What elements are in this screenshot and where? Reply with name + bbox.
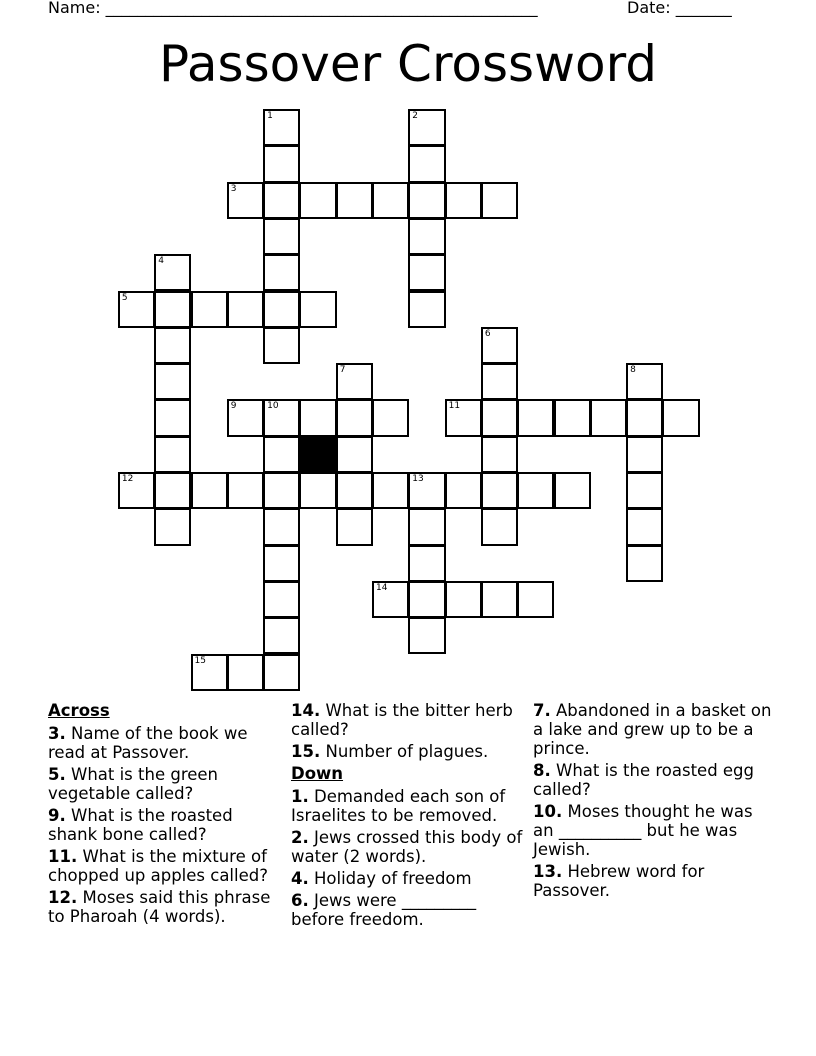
clue-down-4: 4. Holiday of freedom bbox=[291, 869, 472, 888]
grid-cell[interactable] bbox=[626, 436, 663, 473]
grid-cell[interactable] bbox=[408, 254, 445, 291]
clue-number: 10 bbox=[267, 401, 279, 412]
clue-across-15: 15. Number of plagues. bbox=[291, 742, 489, 761]
grid-cell[interactable] bbox=[626, 508, 663, 545]
grid-cell[interactable] bbox=[408, 617, 445, 654]
grid-cell-black bbox=[299, 436, 336, 473]
grid-cell[interactable] bbox=[154, 436, 191, 473]
clue-number: 9 bbox=[230, 401, 237, 412]
grid-cell[interactable] bbox=[263, 617, 300, 654]
grid-cell[interactable] bbox=[263, 218, 300, 255]
clue-number: 11 bbox=[448, 401, 461, 412]
clue-number: 15 bbox=[194, 655, 206, 666]
grid-cell[interactable] bbox=[408, 508, 445, 545]
grid-cell[interactable] bbox=[590, 399, 627, 436]
grid-cell[interactable] bbox=[263, 291, 300, 328]
grid-cell[interactable] bbox=[408, 545, 445, 582]
grid-cell[interactable] bbox=[336, 182, 373, 219]
grid-cell[interactable] bbox=[299, 399, 336, 436]
grid-cell[interactable] bbox=[481, 508, 518, 545]
grid-cell[interactable] bbox=[517, 581, 554, 618]
grid-cell[interactable] bbox=[481, 581, 518, 618]
clue-down-8: 8. What is the roasted egg called? bbox=[533, 761, 755, 799]
grid-cell[interactable] bbox=[154, 254, 191, 291]
grid-cell[interactable] bbox=[481, 182, 518, 219]
date-field-label: Date: _______ bbox=[627, 0, 732, 17]
grid-cell[interactable] bbox=[263, 545, 300, 582]
clue-across-11: 11. What is the mixture of chopped up apples called? bbox=[48, 847, 268, 885]
grid-cell[interactable] bbox=[554, 399, 591, 436]
clues-column-1 bbox=[48, 701, 280, 929]
grid-cell[interactable] bbox=[154, 363, 191, 400]
clue-number: 8 bbox=[630, 365, 636, 376]
clue-number: 2 bbox=[412, 111, 419, 121]
grid-cell[interactable] bbox=[481, 327, 518, 364]
grid-cell[interactable] bbox=[481, 363, 518, 400]
clues-column-2 bbox=[291, 701, 523, 932]
grid-cell[interactable] bbox=[408, 581, 445, 618]
grid-cell[interactable] bbox=[372, 581, 409, 618]
grid-cell[interactable] bbox=[299, 472, 336, 509]
across-heading: Across bbox=[48, 701, 110, 720]
grid-cell[interactable] bbox=[263, 472, 300, 509]
grid-cell[interactable] bbox=[626, 399, 663, 436]
grid-cell[interactable] bbox=[554, 472, 591, 509]
grid-cell[interactable] bbox=[408, 472, 445, 509]
grid-cell[interactable] bbox=[263, 399, 300, 436]
clue-number: 12 bbox=[121, 474, 134, 484]
grid-cell[interactable] bbox=[372, 399, 409, 436]
grid-cell[interactable] bbox=[263, 508, 300, 545]
clue-down-1: 1. Demanded each son of Israelites to be removed. bbox=[291, 787, 506, 825]
grid-cell[interactable] bbox=[263, 182, 300, 219]
grid-cell[interactable] bbox=[227, 399, 264, 436]
grid-cell[interactable] bbox=[191, 472, 228, 509]
grid-cell[interactable] bbox=[263, 654, 300, 691]
grid-cell[interactable] bbox=[227, 182, 264, 219]
clue-across-5: 5. What is the green vegetable called? bbox=[48, 765, 219, 803]
grid-cell[interactable] bbox=[626, 545, 663, 582]
grid-cell[interactable] bbox=[408, 145, 445, 182]
grid-cell[interactable] bbox=[154, 472, 191, 509]
grid-cell[interactable] bbox=[263, 145, 300, 182]
page-title: Passover Crossword bbox=[159, 35, 657, 93]
grid-cell[interactable] bbox=[154, 508, 191, 545]
grid-cell[interactable] bbox=[191, 654, 228, 691]
clue-across-9: 9. What is the roasted shank bone called? bbox=[48, 806, 233, 844]
grid-cell[interactable] bbox=[626, 363, 663, 400]
clue-across-3: 3. Name of the book we read at Passover. bbox=[48, 724, 248, 762]
grid-cell[interactable] bbox=[517, 399, 554, 436]
grid-cell[interactable] bbox=[263, 109, 300, 146]
grid-cell[interactable] bbox=[372, 472, 409, 509]
grid-cell[interactable] bbox=[118, 472, 155, 509]
grid-cell[interactable] bbox=[263, 581, 300, 618]
clue-down-10: 10. Moses thought he was an __________ but he was Jewish. bbox=[533, 802, 753, 859]
grid-cell[interactable] bbox=[408, 109, 445, 146]
grid-cell[interactable] bbox=[408, 182, 445, 219]
clue-down-2: 2. Jews crossed this body of water (2 words). bbox=[291, 828, 523, 866]
grid-cell[interactable] bbox=[517, 472, 554, 509]
down-heading: Down bbox=[291, 764, 344, 783]
grid-cell[interactable] bbox=[336, 508, 373, 545]
grid-cell[interactable] bbox=[481, 436, 518, 473]
grid-cell[interactable] bbox=[118, 291, 155, 328]
clue-across-14: 14. What is the bitter herb called? bbox=[291, 701, 513, 739]
clue-number: 4 bbox=[158, 256, 164, 267]
clue-number: 3 bbox=[230, 183, 237, 194]
grid-cell[interactable] bbox=[263, 436, 300, 473]
clue-down-13: 13. Hebrew word for Passover. bbox=[533, 862, 705, 900]
grid-cell[interactable] bbox=[481, 472, 518, 509]
clue-number: 5 bbox=[121, 292, 128, 303]
grid-cell[interactable] bbox=[299, 291, 336, 328]
grid-cell[interactable] bbox=[191, 291, 228, 328]
grid-cell[interactable] bbox=[372, 182, 409, 219]
grid-cell[interactable] bbox=[445, 399, 482, 436]
grid-cell[interactable] bbox=[336, 363, 373, 400]
grid-cell[interactable] bbox=[227, 291, 264, 328]
grid-cell[interactable] bbox=[154, 291, 191, 328]
grid-cell[interactable] bbox=[336, 436, 373, 473]
grid-cell[interactable] bbox=[408, 218, 445, 255]
grid-cell[interactable] bbox=[154, 399, 191, 436]
grid-cell[interactable] bbox=[227, 654, 264, 691]
grid-cell[interactable] bbox=[263, 254, 300, 291]
clue-number: 6 bbox=[484, 328, 491, 339]
grid-cell[interactable] bbox=[445, 182, 482, 219]
clue-across-12: 12. Moses said this phrase to Pharoah (4 words). bbox=[48, 888, 271, 926]
grid-cell[interactable] bbox=[263, 327, 300, 364]
grid-cell[interactable] bbox=[336, 399, 373, 436]
grid-cell[interactable] bbox=[445, 581, 482, 618]
grid-cell[interactable] bbox=[408, 291, 445, 328]
grid-cell[interactable] bbox=[336, 472, 373, 509]
name-field-label: Name: ______________________________________________________ bbox=[48, 0, 538, 17]
grid-cell[interactable] bbox=[227, 472, 264, 509]
grid-cell[interactable] bbox=[626, 472, 663, 509]
grid-cell[interactable] bbox=[481, 399, 518, 436]
clue-down-6: 6. Jews were _________ before freedom. bbox=[291, 891, 477, 929]
grid-cell[interactable] bbox=[299, 182, 336, 219]
grid-cell[interactable] bbox=[445, 472, 482, 509]
clues-column-3 bbox=[533, 701, 773, 903]
clue-number: 14 bbox=[376, 582, 388, 593]
clue-down-7: 7. Abandoned in a basket on a lake and grew up to be a prince. bbox=[533, 701, 772, 758]
grid-cell[interactable] bbox=[154, 327, 191, 364]
clue-number: 1 bbox=[267, 111, 273, 121]
clue-number: 13 bbox=[412, 474, 424, 484]
grid-cell[interactable] bbox=[662, 399, 699, 436]
clue-number: 7 bbox=[339, 365, 346, 376]
